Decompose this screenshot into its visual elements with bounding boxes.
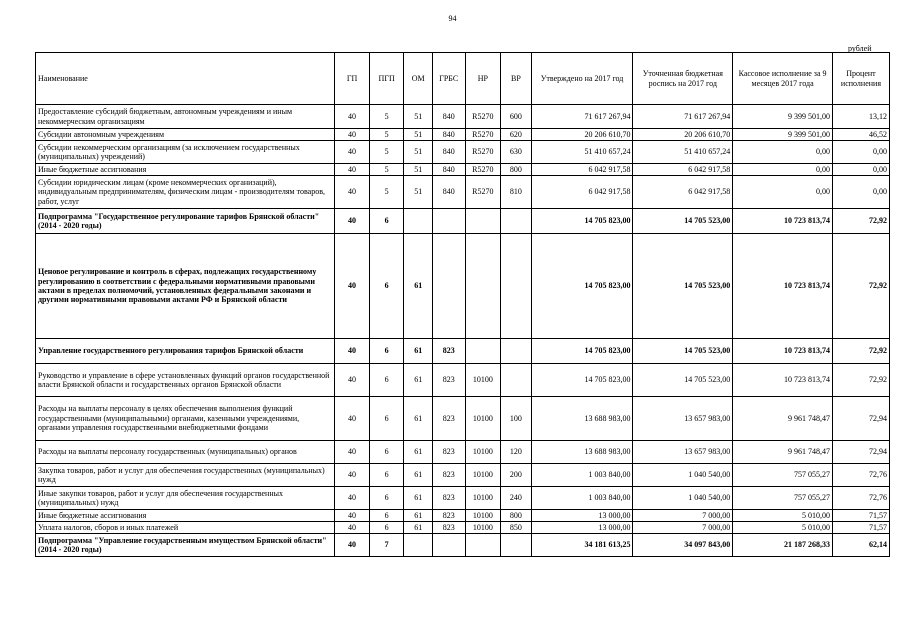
table-row	[36, 141, 890, 164]
cell-name: Иные закупки товаров, работ и услуг для обеспечения государственных (муниципальных) нужд	[36, 487, 335, 510]
cell-grbs	[432, 534, 465, 557]
cell-cash: 9 961 748,47	[733, 397, 833, 441]
cell-grbs: 823	[432, 510, 465, 522]
cell-om: 51	[404, 129, 433, 141]
cell-pgp: 6	[369, 441, 404, 464]
cell-name: Ценовое регулирование и контроль в сферах, подлежащих государственному регулированию в соответствии с федеральными нормативными правовыми актами в пределах полномочий, установленных федеральными законами и другими нормативными правовыми актами РФ и Брянской области	[36, 234, 335, 339]
table-row	[36, 522, 890, 534]
cell-gp: 40	[335, 441, 370, 464]
cell-name: Подпрограмма "Управление государственным имуществом Брянской области" (2014 - 2020 годы)	[36, 534, 335, 557]
cell-np: R5270	[465, 105, 501, 129]
cell-refined: 14 705 523,00	[633, 234, 733, 339]
cell-vr: 800	[501, 510, 532, 522]
cell-grbs: 823	[432, 522, 465, 534]
cell-cash: 21 187 268,33	[733, 534, 833, 557]
cell-name: Уплата налогов, сборов и иных платежей	[36, 522, 335, 534]
cell-name: Иные бюджетные ассигнования	[36, 164, 335, 176]
header-gp: ГП	[335, 53, 370, 105]
cell-om: 61	[404, 364, 433, 397]
cell-vr: 810	[501, 176, 532, 209]
table-row	[36, 464, 890, 487]
cell-np: 10100	[465, 522, 501, 534]
cell-refined: 6 042 917,58	[633, 176, 733, 209]
cell-percent: 46,52	[832, 129, 889, 141]
cell-np: 10100	[465, 364, 501, 397]
cell-approved: 14 705 823,00	[531, 234, 633, 339]
cell-om: 51	[404, 141, 433, 164]
cell-name: Предоставление субсидий бюджетным, автономным учреждениям и иным некоммерческим организациям	[36, 105, 335, 129]
cell-name: Управление государственного регулирования тарифов Брянской области	[36, 339, 335, 364]
cell-cash: 5 010,00	[733, 522, 833, 534]
cell-np: 10100	[465, 464, 501, 487]
cell-pgp: 5	[369, 129, 404, 141]
cell-grbs: 823	[432, 339, 465, 364]
header-refined: Уточненная бюджетная роспись на 2017 год	[633, 53, 733, 105]
cell-name: Субсидии автономным учреждениям	[36, 129, 335, 141]
cell-np	[465, 209, 501, 234]
cell-np: 10100	[465, 487, 501, 510]
cell-vr: 850	[501, 522, 532, 534]
cell-grbs: 823	[432, 441, 465, 464]
cell-om: 51	[404, 176, 433, 209]
header-cash: Кассовое исполнение за 9 месяцев 2017 года	[733, 53, 833, 105]
cell-approved: 13 000,00	[531, 510, 633, 522]
cell-cash: 10 723 813,74	[733, 234, 833, 339]
header-name: Наименование	[36, 53, 335, 105]
table-row	[36, 129, 890, 141]
cell-name: Субсидии юридическим лицам (кроме некоммерческих организаций), индивидуальным предпринимателям, физическим лицам - производителям товаров, работ, услуг	[36, 176, 335, 209]
cell-name: Иные бюджетные ассигнования	[36, 510, 335, 522]
cell-cash: 10 723 813,74	[733, 364, 833, 397]
cell-percent: 72,94	[832, 397, 889, 441]
cell-cash: 0,00	[733, 141, 833, 164]
cell-vr: 200	[501, 464, 532, 487]
cell-percent: 72,92	[832, 364, 889, 397]
cell-gp: 40	[335, 129, 370, 141]
cell-refined: 13 657 983,00	[633, 397, 733, 441]
cell-percent: 13,12	[832, 105, 889, 129]
header-vr: ВР	[501, 53, 532, 105]
cell-name: Расходы на выплаты персоналу в целях обеспечения выполнения функций государственными (муниципальными) органами, казенными учреждениями, органами управления государственными внебюджетными фондами	[36, 397, 335, 441]
cell-percent: 72,76	[832, 464, 889, 487]
cell-approved: 13 000,00	[531, 522, 633, 534]
cell-approved: 14 705 823,00	[531, 339, 633, 364]
cell-refined: 1 040 540,00	[633, 487, 733, 510]
cell-refined: 34 097 843,00	[633, 534, 733, 557]
cell-grbs: 823	[432, 487, 465, 510]
cell-om: 61	[404, 510, 433, 522]
cell-cash: 0,00	[733, 164, 833, 176]
cell-gp: 40	[335, 534, 370, 557]
cell-approved: 20 206 610,70	[531, 129, 633, 141]
cell-refined: 13 657 983,00	[633, 441, 733, 464]
cell-grbs	[432, 234, 465, 339]
cell-vr: 620	[501, 129, 532, 141]
cell-cash: 10 723 813,74	[733, 209, 833, 234]
cell-om: 61	[404, 464, 433, 487]
table-row	[36, 510, 890, 522]
cell-cash: 9 961 748,47	[733, 441, 833, 464]
cell-pgp: 6	[369, 464, 404, 487]
cell-cash: 10 723 813,74	[733, 339, 833, 364]
cell-vr	[501, 339, 532, 364]
cell-grbs: 823	[432, 364, 465, 397]
cell-np: 10100	[465, 510, 501, 522]
cell-gp: 40	[335, 510, 370, 522]
cell-name: Расходы на выплаты персоналу государственных (муниципальных) органов	[36, 441, 335, 464]
cell-percent: 71,57	[832, 510, 889, 522]
cell-pgp: 6	[369, 487, 404, 510]
cell-approved: 14 705 823,00	[531, 209, 633, 234]
budget-table	[35, 52, 890, 557]
cell-om: 61	[404, 487, 433, 510]
cell-grbs: 840	[432, 141, 465, 164]
cell-refined: 71 617 267,94	[633, 105, 733, 129]
cell-approved: 6 042 917,58	[531, 164, 633, 176]
table-row	[36, 397, 890, 441]
cell-percent: 72,92	[832, 209, 889, 234]
header-grbs: ГРБС	[432, 53, 465, 105]
cell-np: R5270	[465, 164, 501, 176]
cell-refined: 1 040 540,00	[633, 464, 733, 487]
table-row	[36, 534, 890, 557]
cell-gp: 40	[335, 176, 370, 209]
cell-om: 51	[404, 164, 433, 176]
cell-approved: 71 617 267,94	[531, 105, 633, 129]
cell-cash: 5 010,00	[733, 510, 833, 522]
cell-gp: 40	[335, 364, 370, 397]
cell-percent: 0,00	[832, 164, 889, 176]
cell-om: 61	[404, 441, 433, 464]
cell-approved: 14 705 823,00	[531, 364, 633, 397]
cell-gp: 40	[335, 141, 370, 164]
cell-refined: 20 206 610,70	[633, 129, 733, 141]
cell-approved: 51 410 657,24	[531, 141, 633, 164]
cell-vr: 240	[501, 487, 532, 510]
cell-gp: 40	[335, 164, 370, 176]
cell-pgp: 6	[369, 364, 404, 397]
cell-np	[465, 534, 501, 557]
cell-om: 51	[404, 105, 433, 129]
cell-np: 10100	[465, 397, 501, 441]
cell-pgp: 5	[369, 164, 404, 176]
cell-pgp: 5	[369, 141, 404, 164]
table-row	[36, 164, 890, 176]
cell-pgp: 5	[369, 176, 404, 209]
cell-om: 61	[404, 522, 433, 534]
table-row	[36, 441, 890, 464]
cell-name: Закупка товаров, работ и услуг для обеспечения государственных (муниципальных) нужд	[36, 464, 335, 487]
cell-np	[465, 234, 501, 339]
cell-percent: 72,76	[832, 487, 889, 510]
cell-percent: 62,14	[832, 534, 889, 557]
cell-percent: 72,92	[832, 339, 889, 364]
cell-vr	[501, 534, 532, 557]
cell-approved: 6 042 917,58	[531, 176, 633, 209]
cell-refined: 14 705 523,00	[633, 339, 733, 364]
cell-pgp: 6	[369, 234, 404, 339]
cell-np: R5270	[465, 141, 501, 164]
table-row	[36, 209, 890, 234]
cell-refined: 51 410 657,24	[633, 141, 733, 164]
table-row	[36, 234, 890, 339]
cell-gp: 40	[335, 234, 370, 339]
cell-om: 61	[404, 234, 433, 339]
cell-cash: 757 055,27	[733, 464, 833, 487]
header-approved: Утверждено на 2017 год	[531, 53, 633, 105]
cell-pgp: 7	[369, 534, 404, 557]
cell-np: R5270	[465, 129, 501, 141]
cell-refined: 6 042 917,58	[633, 164, 733, 176]
cell-approved: 1 003 840,00	[531, 487, 633, 510]
cell-refined: 14 705 523,00	[633, 364, 733, 397]
table-header-row	[36, 53, 890, 105]
cell-approved: 34 181 613,25	[531, 534, 633, 557]
cell-pgp: 6	[369, 209, 404, 234]
cell-pgp: 6	[369, 397, 404, 441]
cell-om: 61	[404, 339, 433, 364]
header-om: ОМ	[404, 53, 433, 105]
header-percent: Процент исполнения	[832, 53, 889, 105]
cell-name: Субсидии некоммерческим организациям (за исключением государственных (муниципальных) учреждений)	[36, 141, 335, 164]
cell-vr: 120	[501, 441, 532, 464]
cell-om	[404, 209, 433, 234]
table-row	[36, 339, 890, 364]
cell-approved: 13 688 983,00	[531, 441, 633, 464]
cell-gp: 40	[335, 339, 370, 364]
table-row	[36, 364, 890, 397]
cell-gp: 40	[335, 522, 370, 534]
cell-np: R5270	[465, 176, 501, 209]
cell-refined: 14 705 523,00	[633, 209, 733, 234]
cell-gp: 40	[335, 209, 370, 234]
cell-pgp: 6	[369, 522, 404, 534]
cell-grbs: 840	[432, 164, 465, 176]
cell-percent: 0,00	[832, 176, 889, 209]
cell-percent: 0,00	[832, 141, 889, 164]
cell-vr: 100	[501, 397, 532, 441]
cell-om	[404, 534, 433, 557]
cell-grbs	[432, 209, 465, 234]
cell-gp: 40	[335, 487, 370, 510]
table-row	[36, 176, 890, 209]
cell-percent: 71,57	[832, 522, 889, 534]
cell-name: Подпрограмма "Государственное регулирование тарифов Брянской области" (2014 - 2020 годы)	[36, 209, 335, 234]
table-row	[36, 487, 890, 510]
units-label: рублей	[848, 44, 872, 53]
cell-vr	[501, 234, 532, 339]
cell-vr: 600	[501, 105, 532, 129]
cell-gp: 40	[335, 397, 370, 441]
header-pgp: ПГП	[369, 53, 404, 105]
table-row	[36, 105, 890, 129]
cell-approved: 1 003 840,00	[531, 464, 633, 487]
cell-percent: 72,92	[832, 234, 889, 339]
cell-cash: 0,00	[733, 176, 833, 209]
cell-approved: 13 688 983,00	[531, 397, 633, 441]
cell-vr: 800	[501, 164, 532, 176]
cell-np	[465, 339, 501, 364]
cell-percent: 72,94	[832, 441, 889, 464]
cell-refined: 7 000,00	[633, 522, 733, 534]
cell-grbs: 840	[432, 176, 465, 209]
cell-om: 61	[404, 397, 433, 441]
cell-vr	[501, 209, 532, 234]
cell-vr: 630	[501, 141, 532, 164]
cell-grbs: 823	[432, 397, 465, 441]
cell-gp: 40	[335, 464, 370, 487]
cell-vr	[501, 364, 532, 397]
cell-cash: 9 399 501,00	[733, 105, 833, 129]
cell-grbs: 840	[432, 105, 465, 129]
cell-grbs: 823	[432, 464, 465, 487]
cell-refined: 7 000,00	[633, 510, 733, 522]
cell-grbs: 840	[432, 129, 465, 141]
cell-np: 10100	[465, 441, 501, 464]
cell-cash: 757 055,27	[733, 487, 833, 510]
header-np: НР	[465, 53, 501, 105]
cell-pgp: 5	[369, 105, 404, 129]
cell-pgp: 6	[369, 339, 404, 364]
cell-pgp: 6	[369, 510, 404, 522]
page-number: 94	[448, 14, 457, 23]
cell-gp: 40	[335, 105, 370, 129]
cell-cash: 9 399 501,00	[733, 129, 833, 141]
cell-name: Руководство и управление в сфере установленных функций органов государственной власти Брянской области и государственных органов Брянской области	[36, 364, 335, 397]
